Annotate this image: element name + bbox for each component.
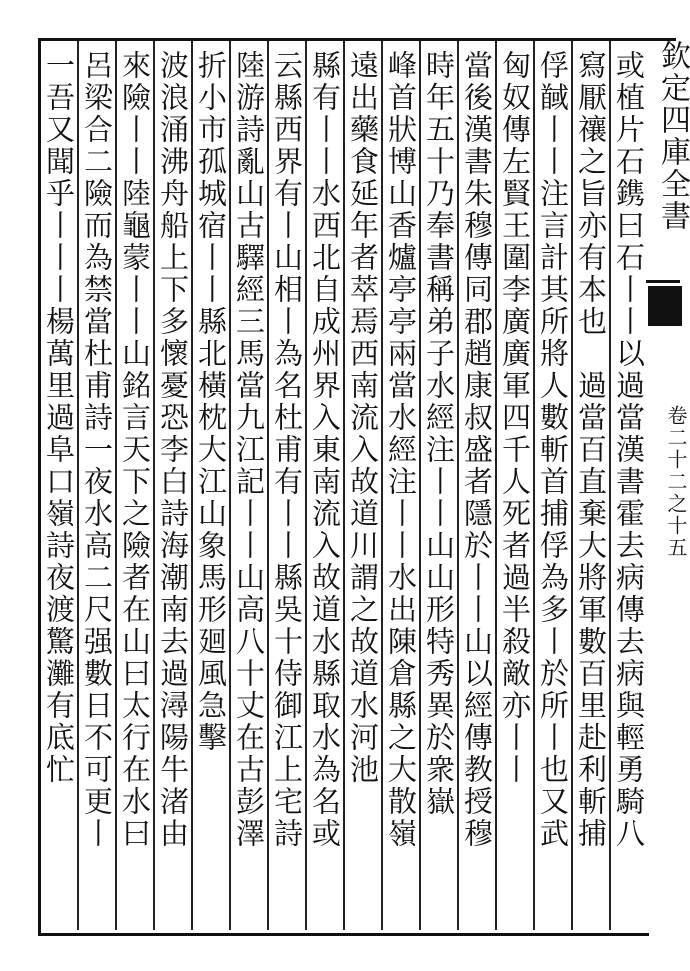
text-column: 寫厭禳之旨亦有本也 過當百直棄大將軍數百里赴利斬捕 <box>574 50 608 850</box>
book-title: 欽定四庫全書 <box>655 40 690 232</box>
text-column: 陸游詩亂山古驛經三馬當九江記丨丨山高八十丈在古彭澤 <box>232 50 266 850</box>
text-column: 時年五十乃奉書稱弟子水經注丨丨山山形特秀異於衆嶽 <box>422 50 456 818</box>
text-column: 當後漢書朱穆傳同郡趙康叔盛者隱於丨丨山以經傳教授穆 <box>460 50 494 850</box>
text-column: 或植片石鎸曰石丨丨以過當漢書霍去病傳去病與輕勇騎八 <box>612 50 646 850</box>
text-column: 縣有丨丨水西北自成州界入東南流入故道水縣取水為名或 <box>308 50 342 850</box>
text-column: 波浪涌沸舟船上下多懷憂恐李白詩海潮南去過潯陽牛渚由 <box>156 50 190 850</box>
text-column: 峰首狀博山香爐亭亭兩當水經注丨丨水出陳倉縣之大散嶺 <box>384 50 418 850</box>
text-column: 折小市孤城宿丨丨縣北橫枕大江山象馬形廻風急擊 <box>194 50 228 754</box>
text-column: 云縣西界有丨山相丨為名杜甫有丨丨縣吳十侍御江上宅詩 <box>270 50 304 850</box>
text-column: 呂梁合二險而為禁當杜甫詩一夜水高二尺强數日不可更丨 <box>80 50 114 850</box>
text-column: 一吾又聞乎丨丨丨楊萬里過阜口嶺詩夜渡驚灘有底忙 <box>42 50 76 786</box>
fishtail-mark <box>648 286 682 326</box>
text-column: 匈奴傳左賢王圍李廣廣軍四千人死者過半殺敵亦丨丨 <box>498 50 532 786</box>
volume-label: 卷二十二之十五 <box>664 405 688 559</box>
text-column: 俘馘丨丨注言計其所將人數斬首捕俘為多丨於所丨也又武 <box>536 50 570 850</box>
text-column: 遠出藥食延年者萃焉西南流入故道川謂之故道水河池 <box>346 50 380 786</box>
text-column: 來險丨丨陸龜蒙丨丨山銘言天下之險者在山曰太行在水曰 <box>118 50 152 850</box>
banner-divider <box>646 280 680 283</box>
